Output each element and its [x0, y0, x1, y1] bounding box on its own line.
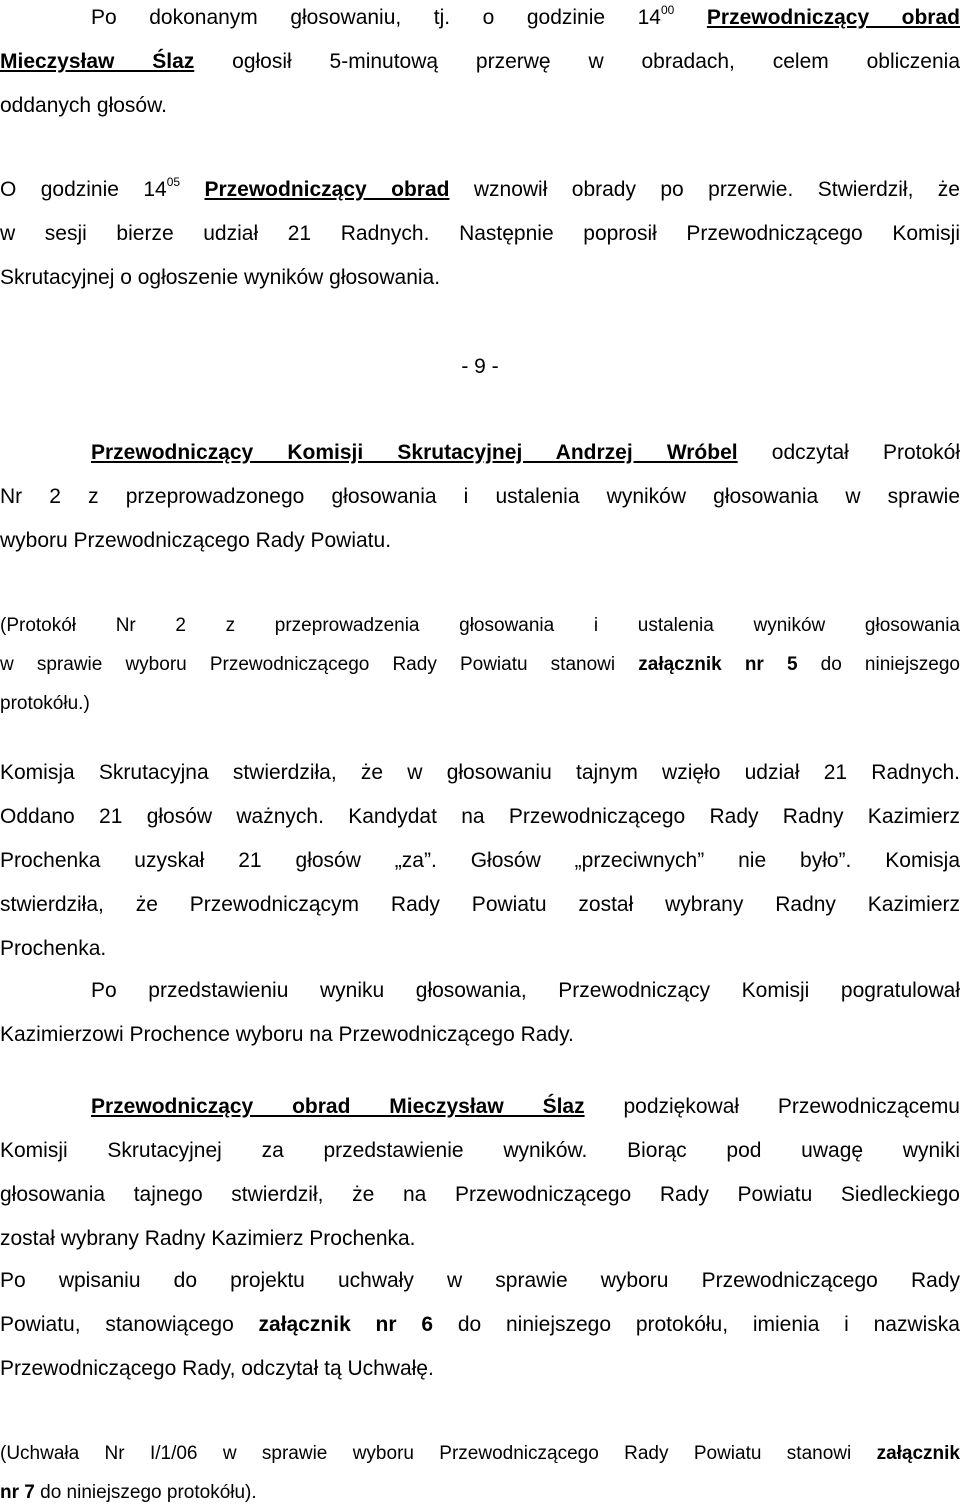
- paragraph-attachment-7-note: [0, 1434, 960, 1512]
- attachment-reference: nr 7: [0, 1482, 35, 1503]
- text-line: został wybrany Radny Kazimierz Prochenka.: [0, 1227, 416, 1250]
- text-line: Przewodniczący Komisji Skrutacyjnej Andrzej Wróbel odczytał Protokół: [91, 441, 960, 464]
- text-line: Po dokonanym głosowaniu, tj. o godzinie $14^{00}$ Przewodniczący obrad: [91, 3, 960, 29]
- text-line: Nr 2 z przeprowadzonego głosowania i ustalenia wyników głosowania w sprawie: [0, 485, 960, 508]
- attachment-reference: załącznik nr 5: [638, 654, 798, 675]
- chairman-title: Przewodniczący obrad: [706, 6, 960, 29]
- text-line: Komisja Skrutacyjna stwierdziła, że w głosowaniu tajnym wzięło udział 21 Radnych.: [0, 761, 960, 784]
- text-line: oddanych głosów.: [0, 94, 167, 117]
- paragraph-resolution-reading: [0, 1259, 960, 1391]
- text-line: w sesji bierze udział 21 Radnych. Następnie poprosił Przewodniczącego Komisji: [0, 222, 960, 245]
- paragraph-congratulations: [0, 969, 960, 1057]
- attachment-reference: załącznik: [876, 1443, 960, 1464]
- chairman-name: Przewodniczący obrad Mieczysław Ślaz: [91, 1095, 585, 1118]
- attachment-reference: załącznik nr 6: [258, 1313, 434, 1336]
- text-line: Prochenka uzyskał 21 głosów „za”. Głosów „przeciwnych” nie było”. Komisja: [0, 849, 960, 872]
- paragraph-attachment-5-note: [0, 606, 960, 723]
- text-line: Komisji Skrutacyjnej za przedstawienie wyników. Biorąc pod uwagę wyniki: [0, 1139, 960, 1162]
- text-line: stwierdziła, że Przewodniczącym Rady Powiatu został wybrany Radny Kazimierz: [0, 893, 960, 916]
- text-line: Po wpisaniu do projektu uchwały w sprawie wyboru Przewodniczącego Rady: [0, 1269, 960, 1292]
- text-line: O godzinie $14^{05}$ Przewodniczący obrad wznowił obrady po przerwie. Stwierdził, że: [0, 175, 960, 201]
- text-line: Przewodniczącego Rady, odczytał tą Uchwałę.: [0, 1357, 434, 1380]
- chairman-title: Przewodniczący obrad: [204, 178, 450, 201]
- text-line: nr 7 do niniejszego protokółu).: [0, 1482, 257, 1503]
- text-line: protokółu.): [0, 693, 90, 714]
- text-line: Po przedstawieniu wyniku głosowania, Przewodniczący Komisji pogratulował: [91, 979, 960, 1002]
- text-line: Oddano 21 głosów ważnych. Kandydat na Przewodniczącego Rady Radny Kazimierz: [0, 805, 960, 828]
- chairman-name: Mieczysław Ślaz: [0, 50, 195, 73]
- text-line: (Uchwała Nr I/1/06 w sprawie wyboru Przewodniczącego Rady Powiatu stanowi załącznik: [0, 1443, 960, 1464]
- text-line: Przewodniczący obrad Mieczysław Ślaz podziękował Przewodniczącemu: [91, 1095, 960, 1118]
- paragraph-protocol-reading: [0, 431, 960, 563]
- paragraph-resumption: [0, 168, 960, 300]
- text-line: Skrutacyjnej o ogłoszenie wyników głosowania.: [0, 266, 441, 289]
- paragraph-break-announcement: [0, 0, 960, 128]
- page-number: - 9 -: [461, 355, 499, 378]
- text-line: Kazimierzowi Prochence wyboru na Przewodniczącego Rady.: [0, 1023, 574, 1046]
- text-line: głosowania tajnego stwierdził, że na Przewodniczącego Rady Powiatu Siedleckiego: [0, 1183, 960, 1206]
- text-line: (Protokół Nr 2 z przeprowadzenia głosowania i ustalenia wyników głosowania: [0, 615, 960, 636]
- paragraph-voting-results: [0, 751, 960, 971]
- text-line: wyboru Przewodniczącego Rady Powiatu.: [0, 529, 392, 552]
- text-line: Prochenka.: [0, 937, 107, 960]
- text-line: Powiatu, stanowiącego załącznik nr 6 do niniejszego protokółu, imienia i nazwiska: [0, 1313, 960, 1336]
- committee-chairman-name: Przewodniczący Komisji Skrutacyjnej Andrzej Wróbel: [91, 441, 738, 464]
- text-line: w sprawie wyboru Przewodniczącego Rady Powiatu stanowi załącznik nr 5 do niniejszego: [0, 654, 960, 675]
- text-line: Mieczysław Ślaz ogłosił 5-minutową przerwę w obradach, celem obliczenia: [0, 50, 960, 73]
- paragraph-chairman-thanks: [0, 1085, 960, 1261]
